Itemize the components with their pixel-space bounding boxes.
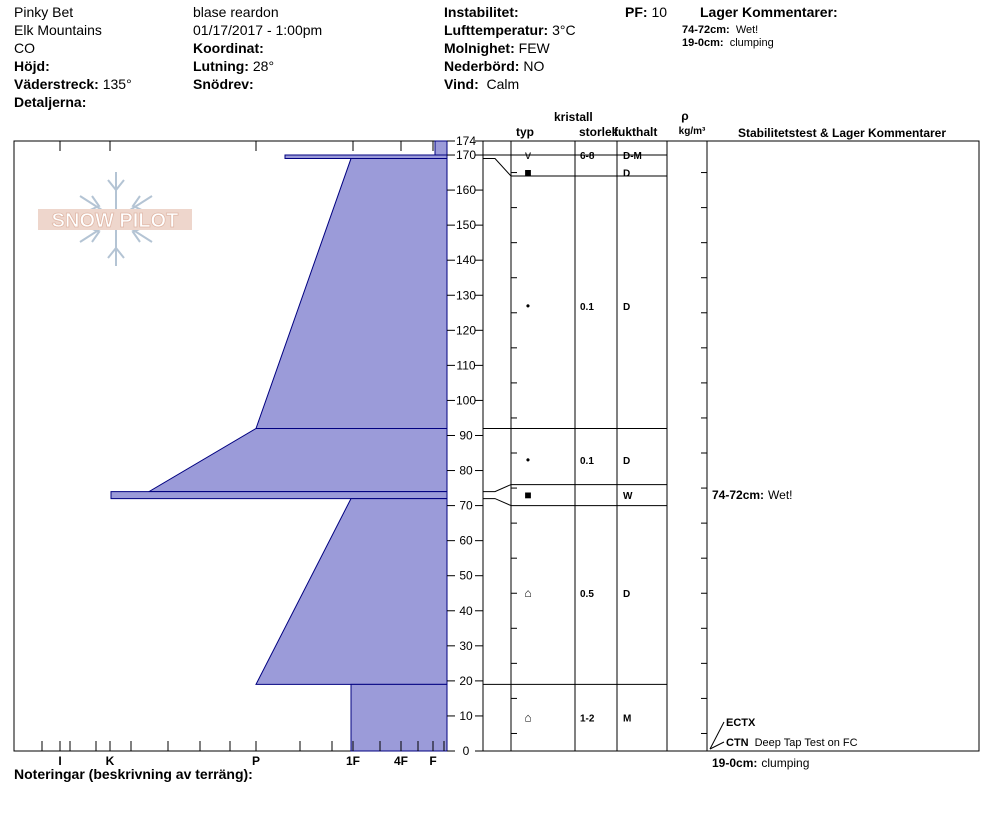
crystal-type-symbol: v	[525, 148, 531, 163]
aspect-label: Väderstreck:	[14, 76, 99, 92]
observer: blase reardon	[193, 4, 279, 20]
moisture-value: D-M	[623, 151, 642, 163]
height-tick-label: 90	[459, 428, 473, 443]
height-tick-label: 0	[462, 744, 470, 758]
height-tick-label: 30	[459, 638, 473, 653]
density-unit: kg/m³	[678, 126, 706, 137]
height-tick-label: 40	[459, 603, 473, 618]
stability-header: Stabilitetstest & Lager Kommentarer	[737, 126, 947, 140]
sky-label: Molnighet:	[444, 40, 515, 56]
height-tick-label: 120	[455, 323, 477, 338]
precip-value: NO	[523, 58, 545, 74]
crystal-size: 0.1	[580, 301, 594, 313]
drift-label: Snödrev:	[193, 76, 254, 92]
height-axis	[447, 134, 707, 758]
crystal-type-symbol: ⌂	[524, 710, 532, 725]
moisture-value: M	[623, 713, 632, 725]
mountain-range: Elk Mountains	[14, 22, 102, 38]
moisture-value: D	[623, 589, 631, 601]
test-text: Deep Tap Test on FC	[754, 737, 858, 749]
wind-value: Calm	[486, 76, 520, 92]
moisture-value: W	[623, 491, 633, 503]
wind-label: Vind:	[444, 76, 479, 92]
air-temp-value: 3°C	[552, 22, 576, 38]
instability-label: Instabilitet:	[444, 4, 519, 20]
layer-comment-2-text: clumping	[729, 37, 774, 49]
layer-annotation	[712, 488, 792, 502]
crystal-size: 0.5	[580, 589, 594, 601]
table-frame	[483, 141, 979, 751]
datetime: 01/17/2017 - 1:00pm	[193, 22, 323, 38]
hardness-layer	[256, 499, 447, 685]
crystal-type-symbol: ⌂	[524, 586, 532, 601]
test-code: ECTX	[726, 717, 756, 729]
height-tick-label: 100	[455, 393, 477, 408]
rho-header: ρ	[681, 109, 689, 123]
size-header: storlek	[579, 125, 619, 139]
air-temp-label: Lufttemperatur:	[444, 22, 549, 38]
annotation-text: Wet!	[768, 488, 793, 503]
bottom-comment	[712, 756, 809, 770]
hardness-tick-label: K	[105, 754, 115, 768]
crystal-size: 0.1	[580, 456, 594, 468]
hardness-layer	[111, 492, 447, 499]
height-tick-label: 70	[459, 498, 473, 513]
coordinate-label: Koordinat:	[193, 40, 264, 56]
height-tick-label: 130	[455, 288, 477, 303]
height-tick-label: 80	[459, 463, 473, 478]
moisture-value: D	[623, 301, 631, 313]
height-tick-label: 60	[459, 533, 473, 548]
hardness-tick-label: F	[429, 754, 437, 768]
layer-connector	[483, 159, 511, 177]
moisture-value: D	[623, 168, 631, 180]
stability-test	[726, 737, 858, 749]
layer-comment-2-range: 19-0cm:	[682, 37, 724, 49]
hardness-tick-label: P	[251, 754, 261, 768]
crystal-type-symbol: ■	[524, 488, 532, 503]
hardness-tick-label: 4F	[393, 754, 409, 768]
height-tick-label: 160	[455, 183, 477, 198]
hardness-layer	[435, 141, 447, 155]
height-tick-label: 174	[455, 134, 477, 148]
moisture-value: D	[623, 456, 631, 468]
layer-connector	[483, 485, 511, 492]
details-label: Detaljerna:	[14, 94, 87, 110]
bottom-comment-text: clumping	[761, 756, 810, 770]
location-name: Pinky Bet	[14, 4, 74, 20]
bottom-comment-range: 19-0cm:	[712, 756, 758, 770]
hardness-profile	[111, 141, 447, 751]
layer-comment-1-range: 74-72cm:	[682, 24, 730, 36]
layer-table	[483, 109, 979, 770]
layer-comments-title: Lager Kommentarer:	[700, 4, 838, 20]
annotation-range: 74-72cm:	[712, 488, 765, 503]
snowpilot-logo	[38, 172, 192, 266]
crystal-type-symbol: •	[525, 453, 531, 468]
height-tick-label: 50	[459, 568, 473, 583]
test-code: CTN	[726, 737, 749, 749]
slope-label: Lutning:	[193, 58, 249, 74]
crystal-type-symbol: •	[525, 298, 531, 313]
slope-value: 28°	[252, 58, 275, 74]
height-tick-label: 140	[455, 253, 477, 268]
type-header: typ	[516, 125, 534, 139]
sky-value: FEW	[518, 40, 550, 56]
hardness-tick-label: I	[58, 754, 62, 768]
crystal-size: 1-2	[580, 713, 595, 725]
layer-connector	[483, 499, 511, 506]
precip-label: Nederbörd:	[444, 58, 520, 74]
hardness-tick-label: 1F	[345, 754, 361, 768]
height-tick-label: 20	[459, 673, 473, 688]
stability-notes	[710, 488, 858, 770]
logo-text: SNOW PILOT	[51, 210, 179, 232]
elevation-label: Höjd:	[14, 58, 50, 74]
stability-test	[726, 717, 756, 729]
height-tick-label: 10	[459, 708, 473, 723]
height-tick-label: 170	[455, 148, 477, 163]
crystal-header: kristall	[554, 110, 593, 124]
state: CO	[14, 40, 35, 56]
height-tick-label: 110	[456, 358, 476, 373]
hardness-layer	[149, 428, 447, 491]
pf-label: PF:	[625, 4, 648, 20]
pf-value: 10	[651, 4, 668, 20]
aspect-value: 135°	[102, 76, 132, 92]
moisture-header: fukthalt	[614, 125, 658, 139]
height-tick-label: 150	[455, 218, 477, 233]
layer-comment-1-text: Wet!	[735, 24, 759, 36]
hardness-layer	[285, 155, 447, 159]
hardness-layer	[256, 159, 447, 429]
crystal-type-symbol: ■	[524, 165, 532, 180]
crystal-size: 6-8	[580, 151, 595, 163]
notes-label: Noteringar (beskrivning av terräng):	[14, 766, 253, 782]
